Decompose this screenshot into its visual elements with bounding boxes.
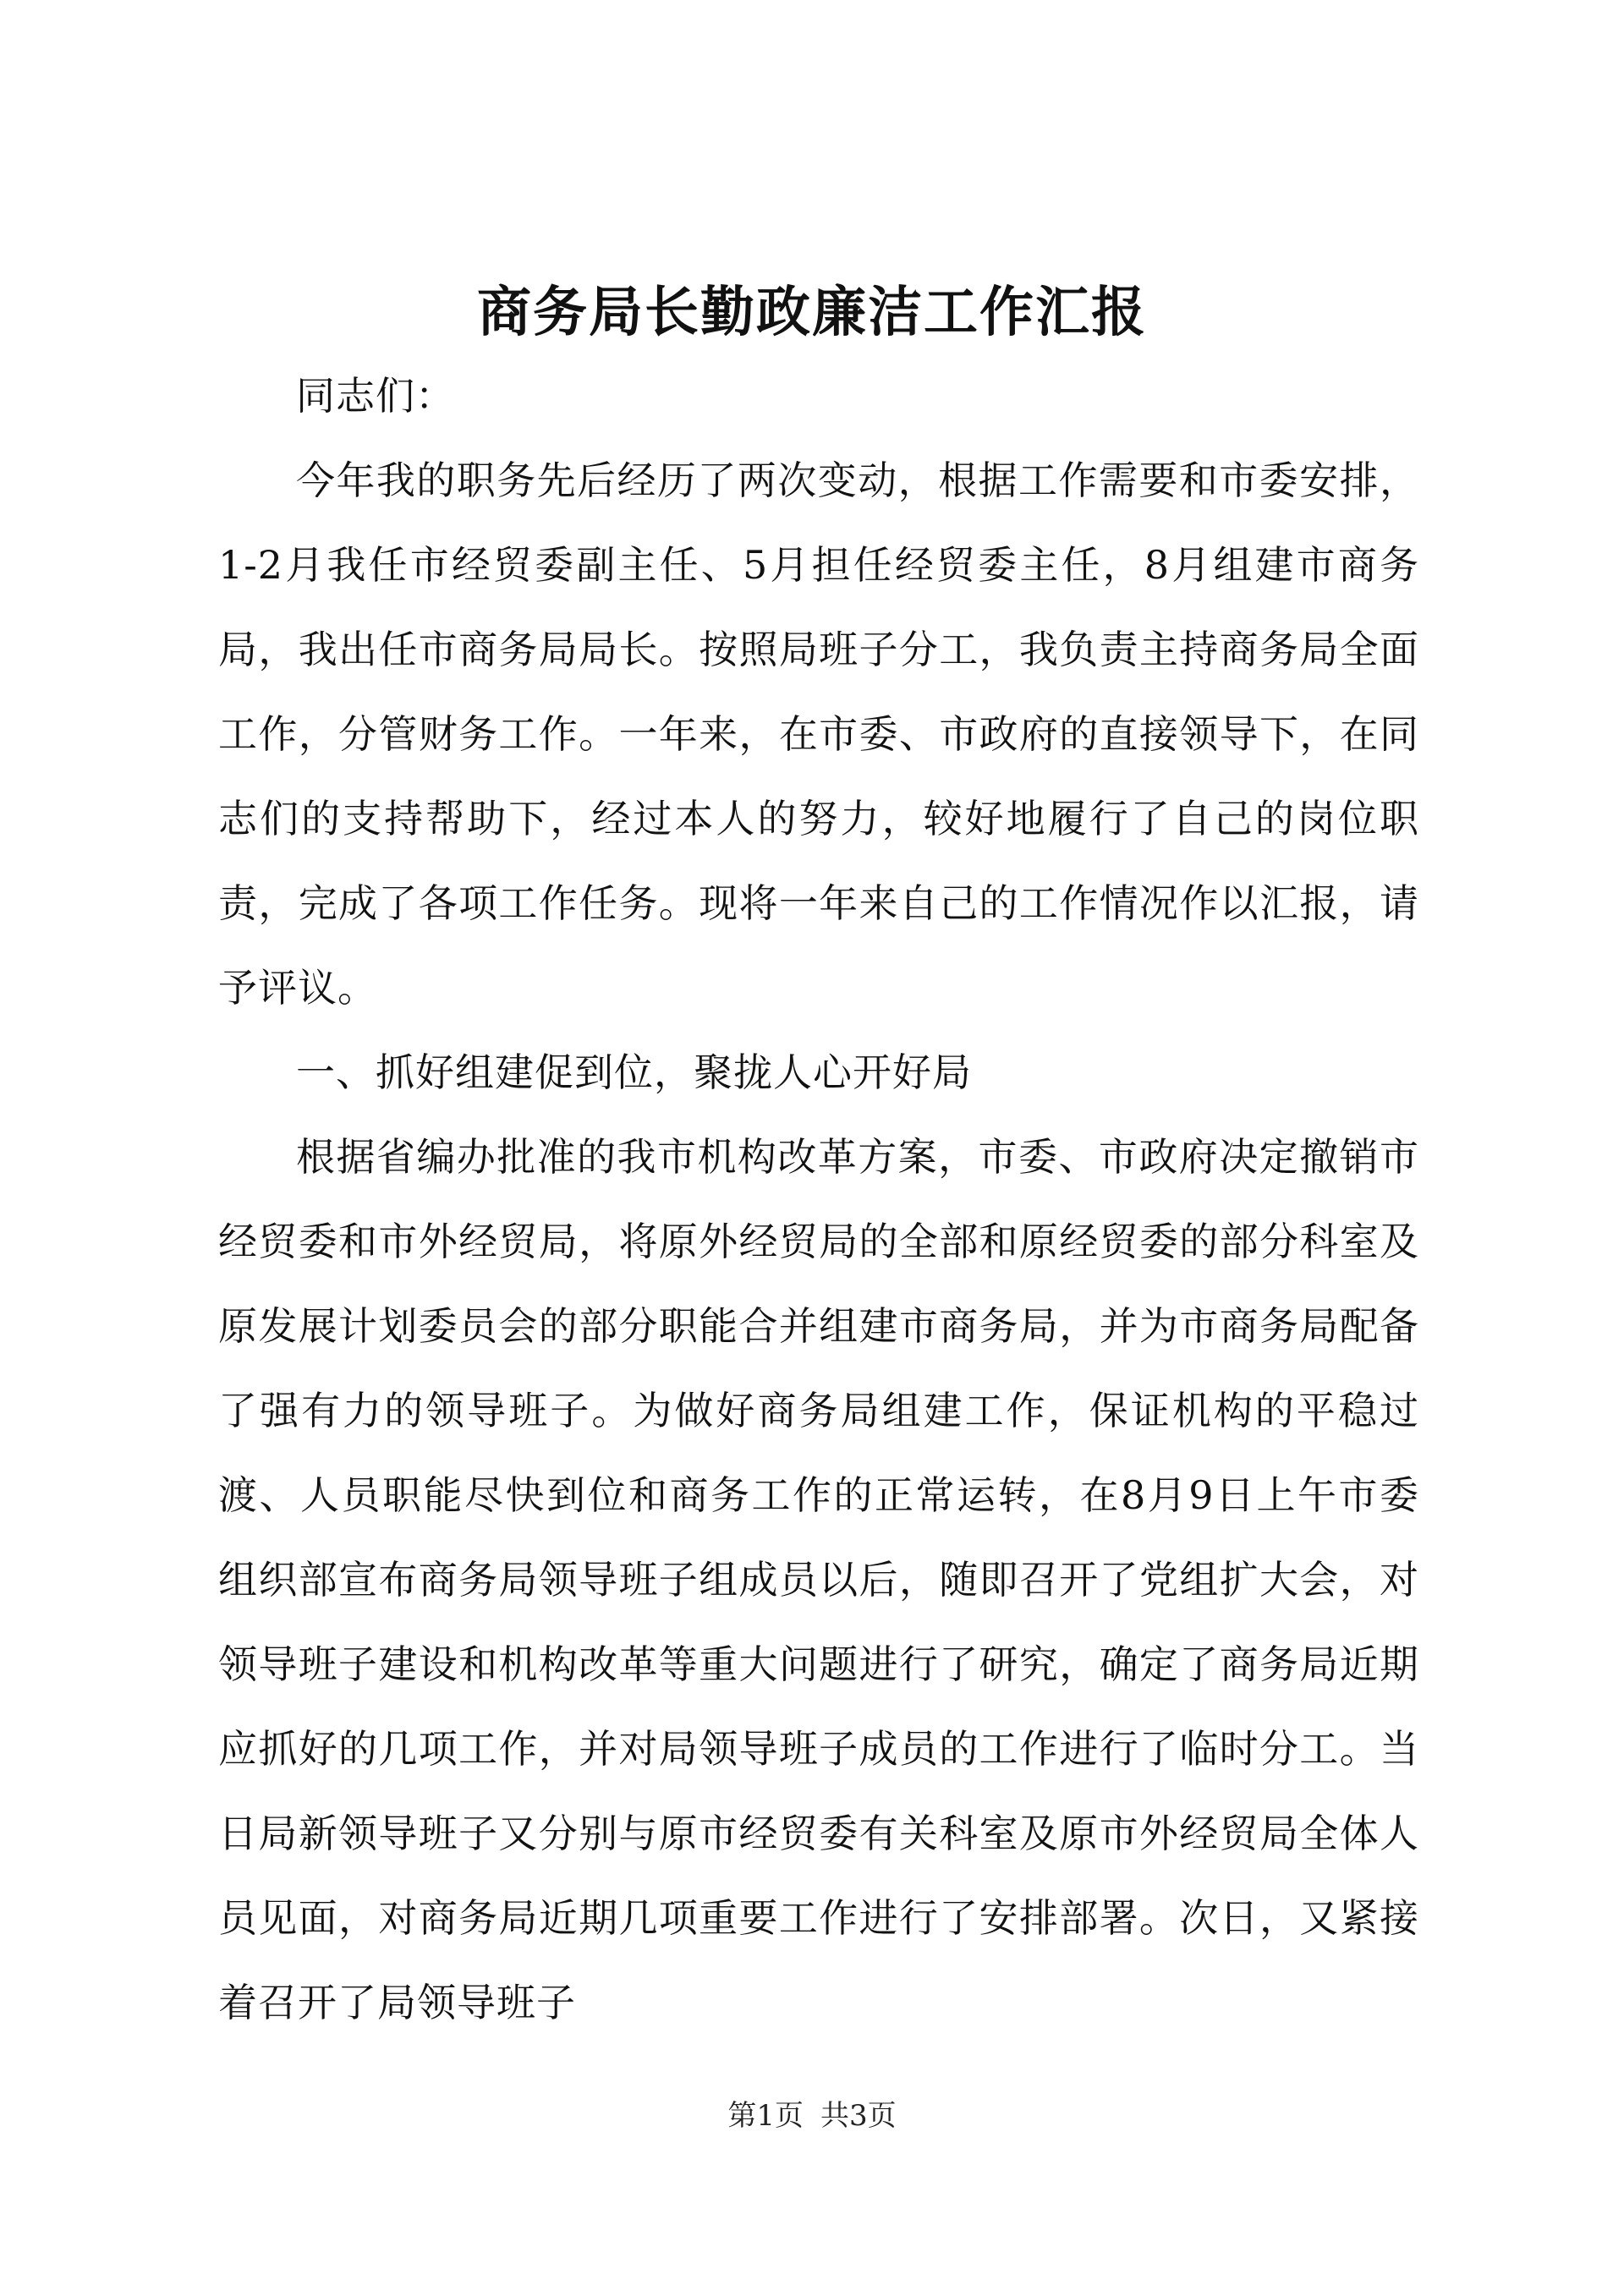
intro-paragraph: 今年我的职务先后经历了两次变动，根据工作需要和市委安排，1-2月我任市经贸委副主任、5月担任经贸委主任，8月组建市商务局，我出任市商务局局长。按照局班子分工，我负责主持商务局全面工作，分管财务工作。一年来，在市委、市政府的直接领导下，在同志们的支持帮助下，经过本人的努力，较好地履行了自己的岗位职责，完成了各项工作任务。现将一年来自己的工作情况作以汇报，请予评议。 [218,458,1419,1011]
document-body [218,353,1419,2045]
page-number: 第1页 [727,2099,804,2133]
document-title: 商务局长勤政廉洁工作汇报 [477,281,1147,344]
section-heading: 一、抓好组建促到位，聚拢人心开好局 [296,1049,972,1095]
salutation-paragraph: 同志们： [296,373,455,419]
page-footer [0,2097,1624,2134]
page-total: 共3页 [820,2099,897,2133]
section-paragraph: 根据省编办批准的我市机构改革方案，市委、市政府决定撤销市经贸委和市外经贸局，将原外经贸局的全部和原经贸委的部分科室及原发展计划委员会的部分职能合并组建市商务局，并为市商务局配备了强有力的领导班子。为做好商务局组建工作，保证机构的平稳过渡、人员职能尽快到位和商务工作的正常运转，在8月9日上午市委组织部宣布商务局领导班子组成员以后，随即召开了党组扩大会，对领导班子建设和机构改革等重大问题进行了研究，确定了商务局近期应抓好的几项工作，并对局领导班子成员的工作进行了临时分工。当日局新领导班子又分别与原市经贸委有关科室及原市外经贸局全体人员见面，对商务局近期几项重要工作进行了安排部署。次日，又紧接着召开了局领导班子 [218,1134,1419,2025]
